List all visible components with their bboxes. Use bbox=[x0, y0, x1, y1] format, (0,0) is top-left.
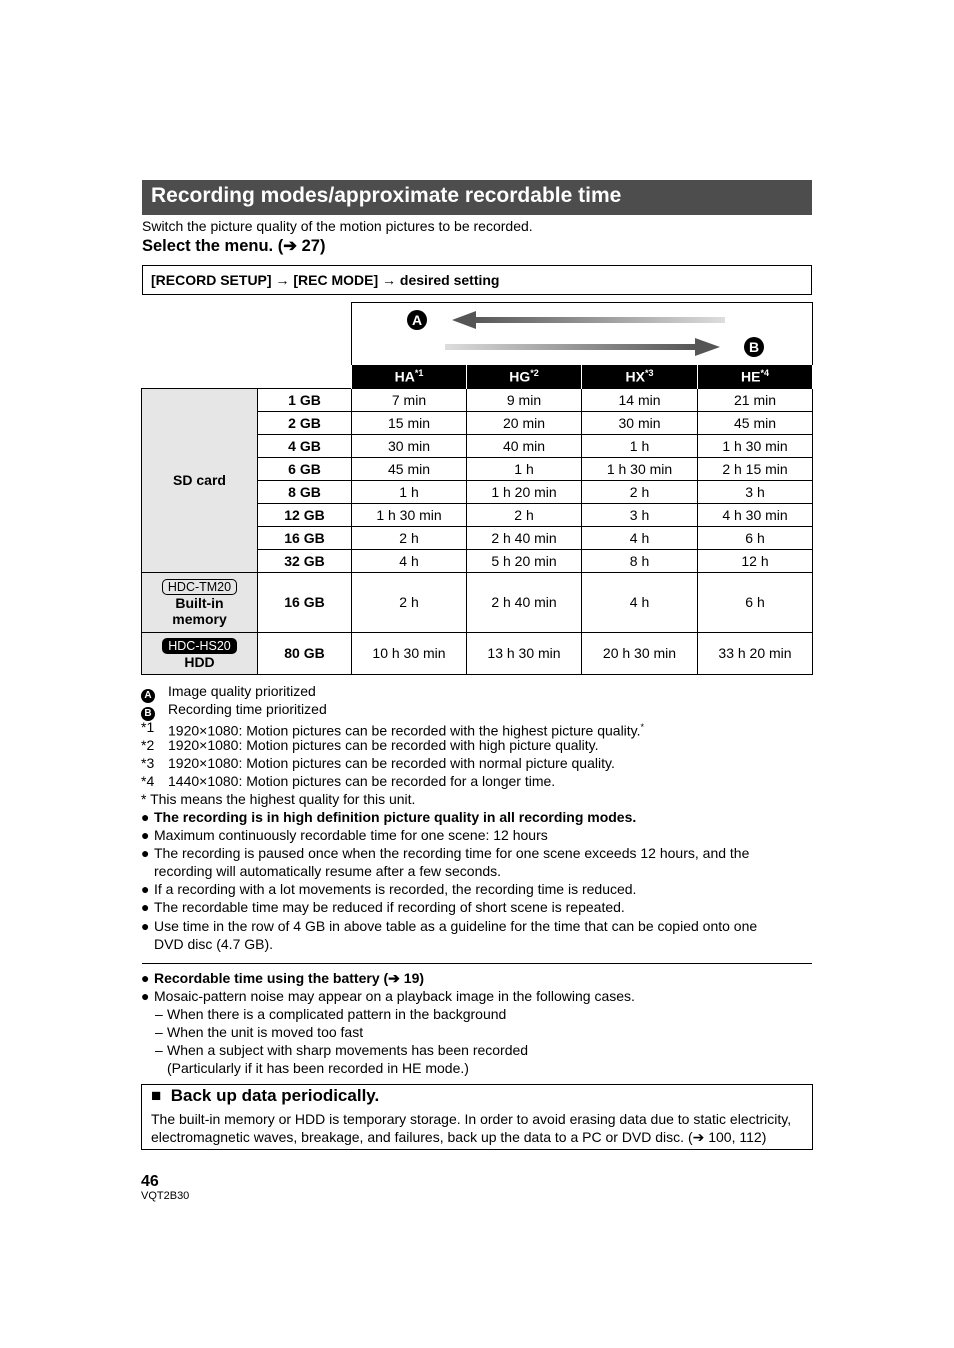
table-row: 8 GB 1 h 1 h 20 min 2 h 3 h bbox=[142, 480, 813, 503]
table-row: 4 GB 30 min 40 min 1 h 1 h 30 min bbox=[142, 434, 813, 457]
footnote: *2 1920×1080: Motion pictures can be recorded with high picture quality. bbox=[141, 737, 599, 753]
bullet-item: ● If a recording with a lot movements is recorded, the recording time is reduced. bbox=[141, 881, 637, 897]
section-title-bar bbox=[142, 180, 812, 215]
model-badge-hs20: HDC-HS20 bbox=[162, 638, 237, 654]
select-menu-heading: Select the menu. (➔ 27) bbox=[142, 237, 326, 255]
sd-card-label: SD card bbox=[142, 388, 258, 572]
bullet-continuation: recording will automatically resume after a few seconds. bbox=[154, 863, 502, 879]
bullet-item: ● The recordable time may be reduced if recording of short scene is repeated. bbox=[141, 899, 625, 915]
intro-text: Switch the picture quality of the motion pictures to be recorded. bbox=[142, 218, 533, 234]
marker-b-small: B bbox=[141, 707, 155, 721]
builtin-memory-label: HDC-TM20 Built-in memory bbox=[142, 572, 258, 632]
legend-item: B Recording time prioritized bbox=[141, 700, 813, 718]
quality-arrow-diagram bbox=[351, 302, 813, 365]
footnote: *3 1920×1080: Motion pictures can be recorded with normal picture quality. bbox=[141, 755, 615, 771]
table-header-row bbox=[142, 365, 813, 388]
table-row: 6 GB 45 min 1 h 1 h 30 min 2 h 15 min bbox=[142, 457, 813, 480]
mode-header-hg: HG$^{*2}$ bbox=[467, 365, 582, 388]
table-row-hdd: HDC-HS20 HDD 80 GB 10 h 30 min 13 h 30 min 20 h 30 min 33 h 20 min bbox=[142, 632, 813, 674]
legend-item: A Image quality prioritized bbox=[141, 682, 813, 700]
table-row: 32 GB 4 h 5 h 20 min 8 h 12 h bbox=[142, 549, 813, 572]
mode-header-hx: HX$^{*3}$ bbox=[582, 365, 698, 388]
bullet-item: ● Mosaic-pattern noise may appear on a playback image in the following cases. bbox=[141, 988, 635, 1004]
backup-body: The built-in memory or HDD is temporary storage. In order to avoid erasing data due to static electricity, electromagnetic waves, breakage, and failures, back up the data to a PC or DVD disc. (➔ 100, 112) bbox=[151, 1111, 792, 1145]
bullet-item: ● Use time in the row of 4 GB in above table as a guideline for the time that can be copied onto one bbox=[141, 918, 758, 934]
divider bbox=[142, 963, 812, 964]
table-row: 12 GB 1 h 30 min 2 h 3 h 4 h 30 min bbox=[142, 503, 813, 526]
case-item: – When a subject with sharp movements has been recorded bbox=[155, 1042, 529, 1058]
marker-a-small: A bbox=[141, 689, 155, 703]
square-bullet-icon: ■ bbox=[151, 1086, 162, 1105]
section-title: Recording modes/approximate recordable time bbox=[151, 184, 622, 207]
bullet-item: ● The recording is paused once when the recording time for one scene exceeds 12 hours, and the bbox=[141, 845, 750, 861]
bullet-continuation: DVD disc (4.7 GB). bbox=[154, 936, 274, 952]
footnote: *1 1920×1080: Motion pictures can be recorded with the highest picture quality.* bbox=[141, 719, 645, 739]
mode-header-ha: HA$^{*1}$ bbox=[352, 365, 467, 388]
bullet-item: ● Maximum continuously recordable time for one scene: 12 hours bbox=[141, 827, 548, 843]
hdd-label: HDC-HS20 HDD bbox=[142, 632, 258, 674]
bullet-item: ● The recording is in high definition picture quality in all recording modes. bbox=[141, 809, 637, 825]
footnote: *4 1440×1080: Motion pictures can be recorded for a longer time. bbox=[141, 773, 556, 789]
menu-path: [RECORD SETUP] → [REC MODE] → desired setting bbox=[151, 272, 500, 288]
star-note: * This means the highest quality for this unit. bbox=[141, 791, 416, 807]
bullet-item: ● Recordable time using the battery (➔ 19) bbox=[141, 970, 425, 986]
arrow-left-icon bbox=[452, 311, 725, 329]
marker-a: A bbox=[407, 310, 427, 330]
model-badge-tm20: HDC-TM20 bbox=[162, 579, 237, 595]
table-row-builtin: HDC-TM20 Built-in memory 16 GB 2 h 2 h 40 min 4 h 6 h bbox=[142, 572, 813, 632]
mode-header-he: HE$^{*4}$ bbox=[698, 365, 813, 388]
recordable-time-table bbox=[141, 365, 813, 675]
table-row: SD card 1 GB 7 min 9 min 14 min 21 min bbox=[142, 388, 813, 411]
menu-path-box bbox=[142, 265, 812, 295]
battery-section bbox=[141, 969, 813, 1077]
marker-b: B bbox=[744, 337, 764, 357]
document-code: VQT2B30 bbox=[141, 1190, 190, 1202]
notes-section bbox=[141, 682, 813, 953]
page-number: 46 bbox=[141, 1173, 159, 1190]
table-row: 16 GB 2 h 2 h 40 min 4 h 6 h bbox=[142, 526, 813, 549]
case-item: – When there is a complicated pattern in the background bbox=[155, 1006, 507, 1022]
arrow-right-icon bbox=[445, 338, 720, 356]
case-item: – When the unit is moved too fast bbox=[155, 1024, 364, 1040]
backup-notice-box bbox=[141, 1084, 813, 1150]
table-row: 2 GB 15 min 20 min 30 min 45 min bbox=[142, 411, 813, 434]
case-note: (Particularly if it has been recorded in HE mode.) bbox=[167, 1060, 469, 1076]
arrows-graphic bbox=[352, 303, 812, 365]
backup-heading: ■ Back up data periodically. bbox=[151, 1086, 380, 1105]
